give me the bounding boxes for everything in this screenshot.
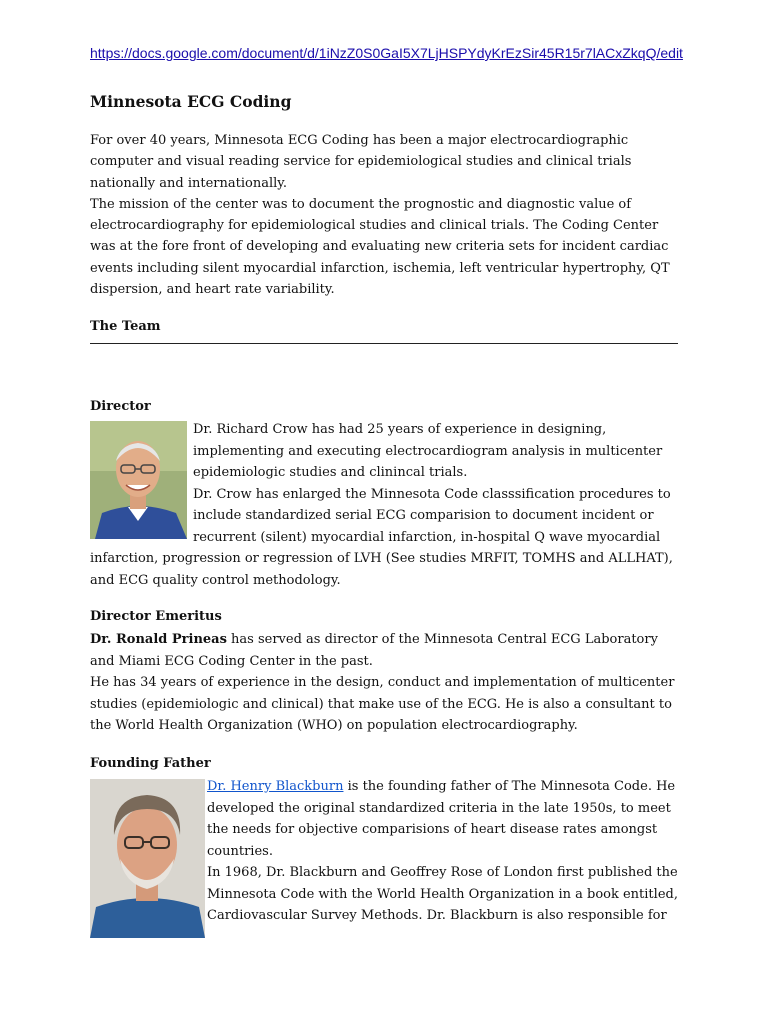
emeritus-paragraph-1 bbox=[90, 629, 682, 672]
founder-heading: Founding Father bbox=[90, 756, 211, 771]
founder-section bbox=[90, 776, 682, 938]
director-paragraph-1: Dr. Richard Crow has had 25 years of experience in designing, implementing and executing electrocardiogram analysis in multicenter epidemiologic studies and clinincal trials. bbox=[193, 422, 663, 480]
intro-paragraph-2: The mission of the center was to document the prognostic and diagnostic value of electrocardiography for epidemiological studies and clinical trials. The Coding Center was at the fore front of developing and evaluating new criteria sets for incident cardiac events including silent myocardial infarction, ischemia, left ventricular hypertrophy, QT dispersion, and heart rate variability. bbox=[90, 196, 670, 298]
team-heading: The Team bbox=[90, 319, 161, 334]
intro-section bbox=[90, 130, 682, 300]
founder-paragraph-1-text: is the founding father of The Minnesota Code. He developed the original standardized criteria in the late 1950s, to meet the needs for objective comparisions of heart disease rates amongst countries. bbox=[207, 779, 676, 859]
founder-name-link[interactable]: Dr. Henry Blackburn bbox=[207, 779, 344, 794]
director-heading: Director bbox=[90, 399, 151, 414]
intro-paragraph-1: For over 40 years, Minnesota ECG Coding has been a major electrocardiographic computer and visual reading service for epidemiological studies and clinical trials nationally and internationally. bbox=[90, 133, 632, 191]
director-section bbox=[90, 419, 682, 591]
emeritus-heading: Director Emeritus bbox=[90, 609, 222, 624]
director-photo bbox=[90, 421, 187, 539]
document-url-link[interactable]: https://docs.google.com/document/d/1iNzZ0S0GaI5X7LjHSPYdyKrEzSir45R15r7lACxZkqQ/edit bbox=[90, 45, 683, 61]
founder-paragraph-2: In 1968, Dr. Blackburn and Geoffrey Rose of London first published the Minnesota Code with the World Health Organization in a book entitled, Cardiovascular Survey Methods. Dr. Blackburn is also responsible for bbox=[207, 865, 678, 923]
founder-photo bbox=[90, 779, 205, 938]
emeritus-paragraph-1-text: has served as director of the Minnesota Central ECG Laboratory and Miami ECG Coding Center in the past. bbox=[90, 632, 658, 669]
section-divider bbox=[90, 343, 678, 344]
director-paragraph-2: Dr. Crow has enlarged the Minnesota Code classsification procedures to include standardized serial ECG comparision to document incident or recurrent (silent) myocardial infarction, in-hospital Q wave myocardial infarction, progression or regression of LVH (See studies MRFIT, TOMHS and ALLHAT), and ECG quality control methodology. bbox=[90, 486, 673, 588]
page-title: Minnesota ECG Coding bbox=[90, 92, 292, 111]
emeritus-paragraph-2: He has 34 years of experience in the design, conduct and implementation of multicenter studies (epidemiologic and clinical) that make use of the ECG. He is also a consultant to the World Health Organization (WHO) on population electrocardiography. bbox=[90, 675, 675, 733]
emeritus-section bbox=[90, 629, 682, 737]
emeritus-name: Dr. Ronald Prineas bbox=[90, 632, 227, 647]
